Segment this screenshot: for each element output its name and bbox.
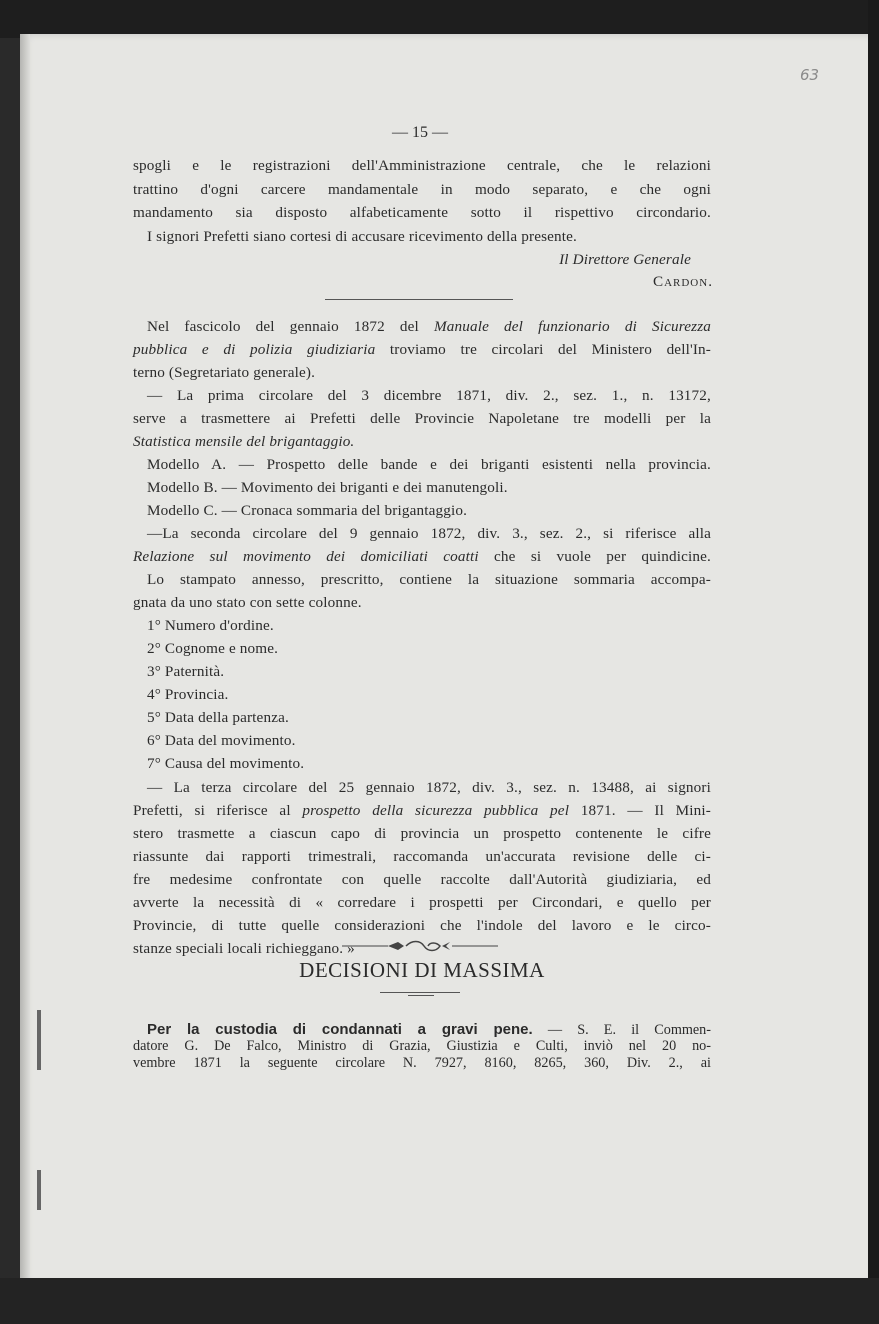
scan-border-right bbox=[868, 0, 879, 1324]
model-item: Modello B. — Movimento dei briganti e dei manutengoli. bbox=[147, 479, 508, 496]
binding-mark bbox=[37, 1010, 41, 1070]
column-item: 7° Causa del movimento. bbox=[147, 755, 305, 772]
text-line: mandamento sia disposto alfabeticamente sotto il rispettivo circondario. bbox=[133, 204, 711, 221]
signature-title: Il Direttore Generale bbox=[559, 251, 691, 268]
text-line: trattino d'ogni carcere mandamentale in modo separato, e che ogni bbox=[133, 181, 711, 198]
text-line: spogli e le registrazioni dell'Amministrazione centrale, che le relazioni bbox=[133, 157, 711, 174]
text-line: stanze speciali locali richieggano. » bbox=[133, 940, 355, 957]
pencil-page-number: 63 bbox=[800, 66, 820, 84]
text-line: riassunte dai rapporti trimestrali, raccomanda un'accurata revisione delle ci- bbox=[133, 848, 711, 865]
column-item: 5° Data della partenza. bbox=[147, 709, 289, 726]
text-line: Lo stampato annesso, prescritto, contiene la situazione sommaria accompa- bbox=[147, 571, 711, 588]
text-line: vembre 1871 la seguente circolare N. 7927, 8160, 8265, 360, Div. 2., ai bbox=[133, 1055, 711, 1071]
text-line: Per la custodia di condannati a gravi pene. — S. E. il Commen- bbox=[147, 1021, 711, 1038]
text-line: — La prima circolare del 3 dicembre 1871, div. 2., sez. 1., n. 13172, bbox=[147, 387, 711, 404]
text-line: gnata da uno stato con sette colonne. bbox=[133, 594, 362, 611]
page-number: — 15 — bbox=[392, 124, 448, 141]
column-item: 3° Paternità. bbox=[147, 663, 225, 680]
text-line: — La terza circolare del 25 gennaio 1872, div. 3., sez. n. 13488, ai signori bbox=[147, 779, 711, 796]
model-item: Modello C. — Cronaca sommaria del brigantaggio. bbox=[147, 502, 468, 519]
text-line: Prefetti, si riferisce al prospetto della sicurezza pubblica pel 1871. — Il Mini- bbox=[133, 802, 711, 819]
text-line: terno (Segretariato generale). bbox=[133, 364, 316, 381]
section-title: DECISIONI DI MASSIMA bbox=[299, 958, 545, 982]
page-binding-edge bbox=[20, 34, 30, 1284]
title-underline bbox=[408, 995, 434, 996]
model-item: Modello A. — Prospetto delle bande e dei briganti esistenti nella provincia. bbox=[147, 456, 711, 473]
text-line: —La seconda circolare del 9 gennaio 1872, div. 3., sez. 2., si riferisce alla bbox=[147, 525, 711, 542]
column-item: 4° Provincia. bbox=[147, 686, 229, 703]
text-line: avverte la necessità di « corredare i prospetti per Circondari, e quello per bbox=[133, 894, 711, 911]
text-line: pubblica e di polizia giudiziaria troviamo tre circolari del Ministero dell'In- bbox=[133, 341, 711, 358]
text-line: Statistica mensile del brigantaggio. bbox=[133, 433, 355, 450]
signature-name: Cardon. bbox=[652, 273, 713, 290]
scan-border-top bbox=[0, 0, 879, 38]
text-line: fre medesime confrontate con quelle raccolte dall'Autorità giudiziaria, ed bbox=[133, 871, 711, 888]
binding-mark bbox=[37, 1170, 41, 1210]
text-line: datore G. De Falco, Ministro di Grazia, Giustizia e Culti, inviò nel 20 no- bbox=[133, 1038, 711, 1054]
text-line: Provincie, di tutte quelle considerazioni che l'indole del lavoro e le circo- bbox=[133, 917, 711, 934]
column-item: 1° Numero d'ordine. bbox=[147, 617, 274, 634]
separator-rule bbox=[325, 299, 513, 300]
ornament-divider bbox=[342, 938, 498, 954]
column-item: 2° Cognome e nome. bbox=[147, 640, 279, 657]
text-line: I signori Prefetti siano cortesi di accusare ricevimento della presente. bbox=[147, 228, 577, 245]
text-line: Relazione sul movimento dei domiciliati coatti che si vuole per quindicine. bbox=[133, 548, 711, 565]
text-line: stero trasmette a ciascun capo di provincia un prospetto contenente le cifre bbox=[133, 825, 711, 842]
title-underline bbox=[380, 992, 460, 993]
text-line: Nel fascicolo del gennaio 1872 del Manuale del funzionario di Sicurezza bbox=[147, 318, 711, 335]
text-line: serve a trasmettere ai Prefetti delle Provincie Napoletane tre modelli per la bbox=[133, 410, 711, 427]
column-item: 6° Data del movimento. bbox=[147, 732, 296, 749]
scan-border-bottom bbox=[0, 1278, 879, 1324]
